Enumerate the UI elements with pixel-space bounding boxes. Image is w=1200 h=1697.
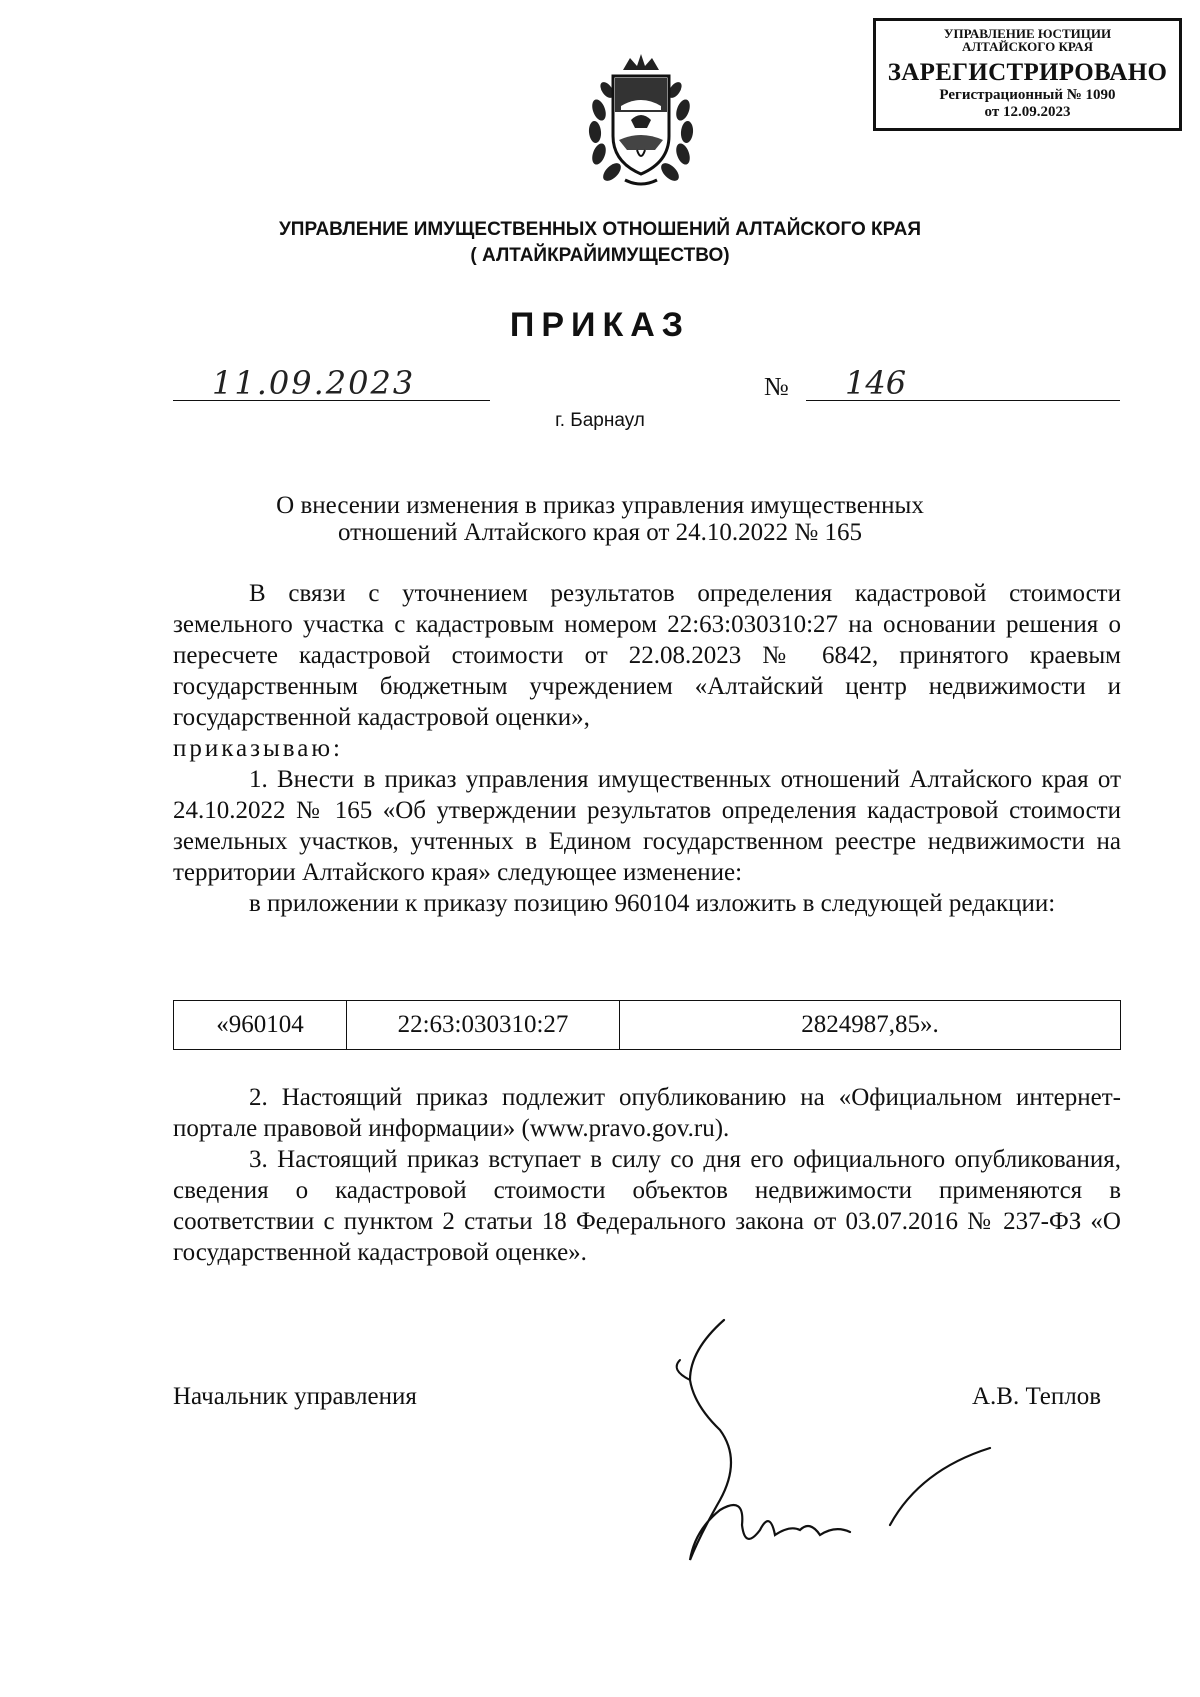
table-cell-cadastral-number: 22:63:030310:27 [347,1001,620,1050]
body-block-1 [173,578,1121,919]
handwritten-number: 146 [845,364,907,402]
table-cell-position: «960104 [174,1001,347,1050]
document-title: ПРИКАЗ [509,306,691,344]
stamp-org-line2: АЛТАЙСКОГО КРАЯ [962,39,1093,54]
subject-line2: отношений Алтайского края от 24.10.2022 № 165 [338,519,862,546]
appendix-table [173,1000,1121,1050]
stamp-reg-date: от 12.09.2023 [984,104,1071,120]
date-underline [173,400,490,401]
stamp-status: ЗАРЕГИСТРИРОВАНО [887,59,1168,86]
paragraph-basis: В связи с уточнением результатов определения кадастровой стоимости земельного участка с кадастровым номером 22:63:030310:27 на основании решения о пересчете кадастровой стоимости от 22.08.2023 № 6842, принятого краевым государственным бюджетным учреждением «Алтайский центр недвижимости и государственной кадастровой оценки», [173,580,1121,731]
signatory-position: Начальник управления [173,1383,417,1410]
org-name-line2: ( АЛТАЙКРАЙИМУЩЕСТВО) [470,245,730,266]
stamp-org-line1: УПРАВЛЕНИЕ ЮСТИЦИИ [943,26,1112,41]
stamp-reg-number: Регистрационный № 1090 [939,87,1116,103]
handwritten-signature [650,1310,1010,1570]
number-label: № [764,372,789,401]
paragraph-item-2: 2. Настоящий приказ подлежит опубликованию на «Официальном интернет-портале правовой информации» (www.pravo.gov.ru). [173,1084,1121,1142]
body-block-2 [173,1082,1121,1268]
paragraph-item-3: 3. Настоящий приказ вступает в силу со дня его официального опубликования, сведения о кадастровой стоимости объектов недвижимости применяются в соответствии с пунктом 2 статьи 18 Федерального закона от 03.07.2016 № 237-ФЗ «О государственной кадастровой оценке». [173,1146,1121,1266]
table-row [174,1001,1121,1050]
order-subject [150,492,1050,546]
number-underline [806,400,1120,401]
handwritten-date: 11.09.2023 [212,364,416,402]
coat-of-arms-emblem [585,50,697,190]
registration-stamp [873,18,1182,131]
signatory-name: А.В. Теплов [972,1383,1102,1410]
table-cell-cadastral-value: 2824987,85». [620,1001,1121,1050]
order-word: приказываю: [173,735,343,762]
org-name-line1: УПРАВЛЕНИЕ ИМУЩЕСТВЕННЫХ ОТНОШЕНИЙ АЛТАЙСКОГО КРАЯ [278,219,922,240]
subject-line1: О внесении изменения в приказ управления имущественных [276,492,924,519]
city-label: г. Барнаул [555,410,645,431]
paragraph-appendix-instruction: в приложении к приказу позицию 960104 изложить в следующей редакции: [249,890,1056,917]
paragraph-item-1: 1. Внести в приказ управления имущественных отношений Алтайского края от 24.10.2022 № 165 «Об утверждении результатов определения кадастровой стоимости земельных участков, учтенных в Едином государственном реестре недвижимости на территории Алтайского края» следующее изменение: [173,766,1121,886]
